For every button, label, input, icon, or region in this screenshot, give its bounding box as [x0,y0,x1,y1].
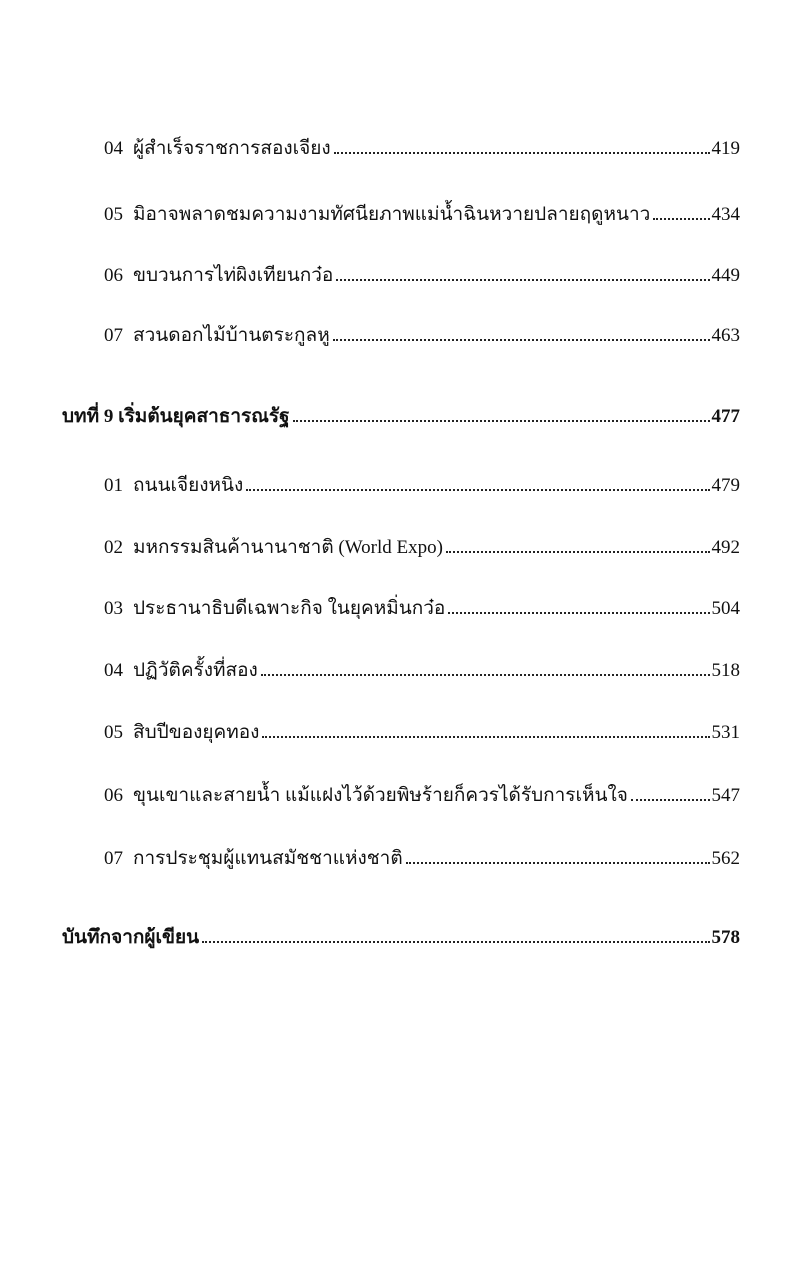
entry-page-number: 463 [711,325,740,346]
entry-page-number: 547 [711,785,740,806]
dot-leader [653,218,709,220]
toc-entry [104,323,740,349]
dot-leader [406,862,710,864]
entry-page-number: 449 [711,265,740,286]
dot-leader [262,736,709,738]
toc-chapter-entry [62,925,740,951]
dot-leader [336,279,709,281]
chapter-title: บทที่ 9 เริ่มต้นยุคสาธารณรัฐ [62,406,290,427]
dot-leader [261,674,710,676]
chapter-page-number: 578 [711,927,740,948]
entry-page-number: 434 [711,204,740,225]
entry-title: ผู้สำเร็จราชการสองเจียง [133,138,331,159]
chapter-page-number: 477 [711,406,740,427]
entry-page-number: 479 [711,475,740,496]
dot-leader [333,339,710,341]
dot-leader [448,612,709,614]
entry-number: 01 [104,475,123,496]
entry-number: 04 [104,660,123,681]
entry-title: ขบวนการไท่ผิงเทียนกว๋อ [133,265,334,286]
entry-title: ปฏิวัติครั้งที่สอง [133,660,258,681]
toc-entry [104,720,740,746]
entry-page-number: 492 [711,537,740,558]
dot-leader [631,799,710,801]
entry-title: สวนดอกไม้บ้านตระกูลหู [133,325,330,346]
dot-leader [334,152,710,154]
toc-entry [104,658,740,684]
dot-leader [293,420,710,422]
entry-page-number: 531 [711,722,740,743]
entry-number: 05 [104,204,123,225]
entry-page-number: 504 [711,598,740,619]
toc-entry [104,202,740,228]
dot-leader [202,941,709,943]
toc-entry [104,136,740,162]
dot-leader [246,489,709,491]
entry-title: ขุนเขาและสายน้ำ แม้แฝงไว้ด้วยพิษร้ายก็ควรได้รับการเห็นใจ [133,785,628,806]
entry-number: 05 [104,722,123,743]
entry-page-number: 419 [711,138,740,159]
entry-number: 02 [104,537,123,558]
toc-entry [104,535,740,561]
dot-leader [446,551,710,553]
toc-entry [104,783,740,809]
entry-title: มิอาจพลาดชมความงามทัศนียภาพแม่น้ำฉินหวายปลายฤดูหนาว [133,204,651,225]
entry-title: การประชุมผู้แทนสมัชชาแห่งชาติ [133,848,403,869]
entry-title: ประธานาธิบดีเฉพาะกิจ ในยุคหมิ่นกว๋อ [133,598,446,619]
entry-title: สิบปีของยุคทอง [133,722,260,743]
entry-number: 06 [104,785,123,806]
entry-page-number: 518 [711,660,740,681]
toc-entry [104,846,740,872]
toc-chapter-entry [62,404,740,430]
toc-entry [104,596,740,622]
toc-entry [104,263,740,289]
entry-number: 06 [104,265,123,286]
entry-page-number: 562 [711,848,740,869]
entry-number: 07 [104,848,123,869]
entry-number: 04 [104,138,123,159]
entry-number: 07 [104,325,123,346]
chapter-title: บันทึกจากผู้เขียน [62,927,200,948]
entry-title: มหกรรมสินค้านานาชาติ (World Expo) [133,537,443,558]
toc-entry [104,473,740,499]
entry-title: ถนนเจียงหนิง [133,475,244,496]
entry-number: 03 [104,598,123,619]
